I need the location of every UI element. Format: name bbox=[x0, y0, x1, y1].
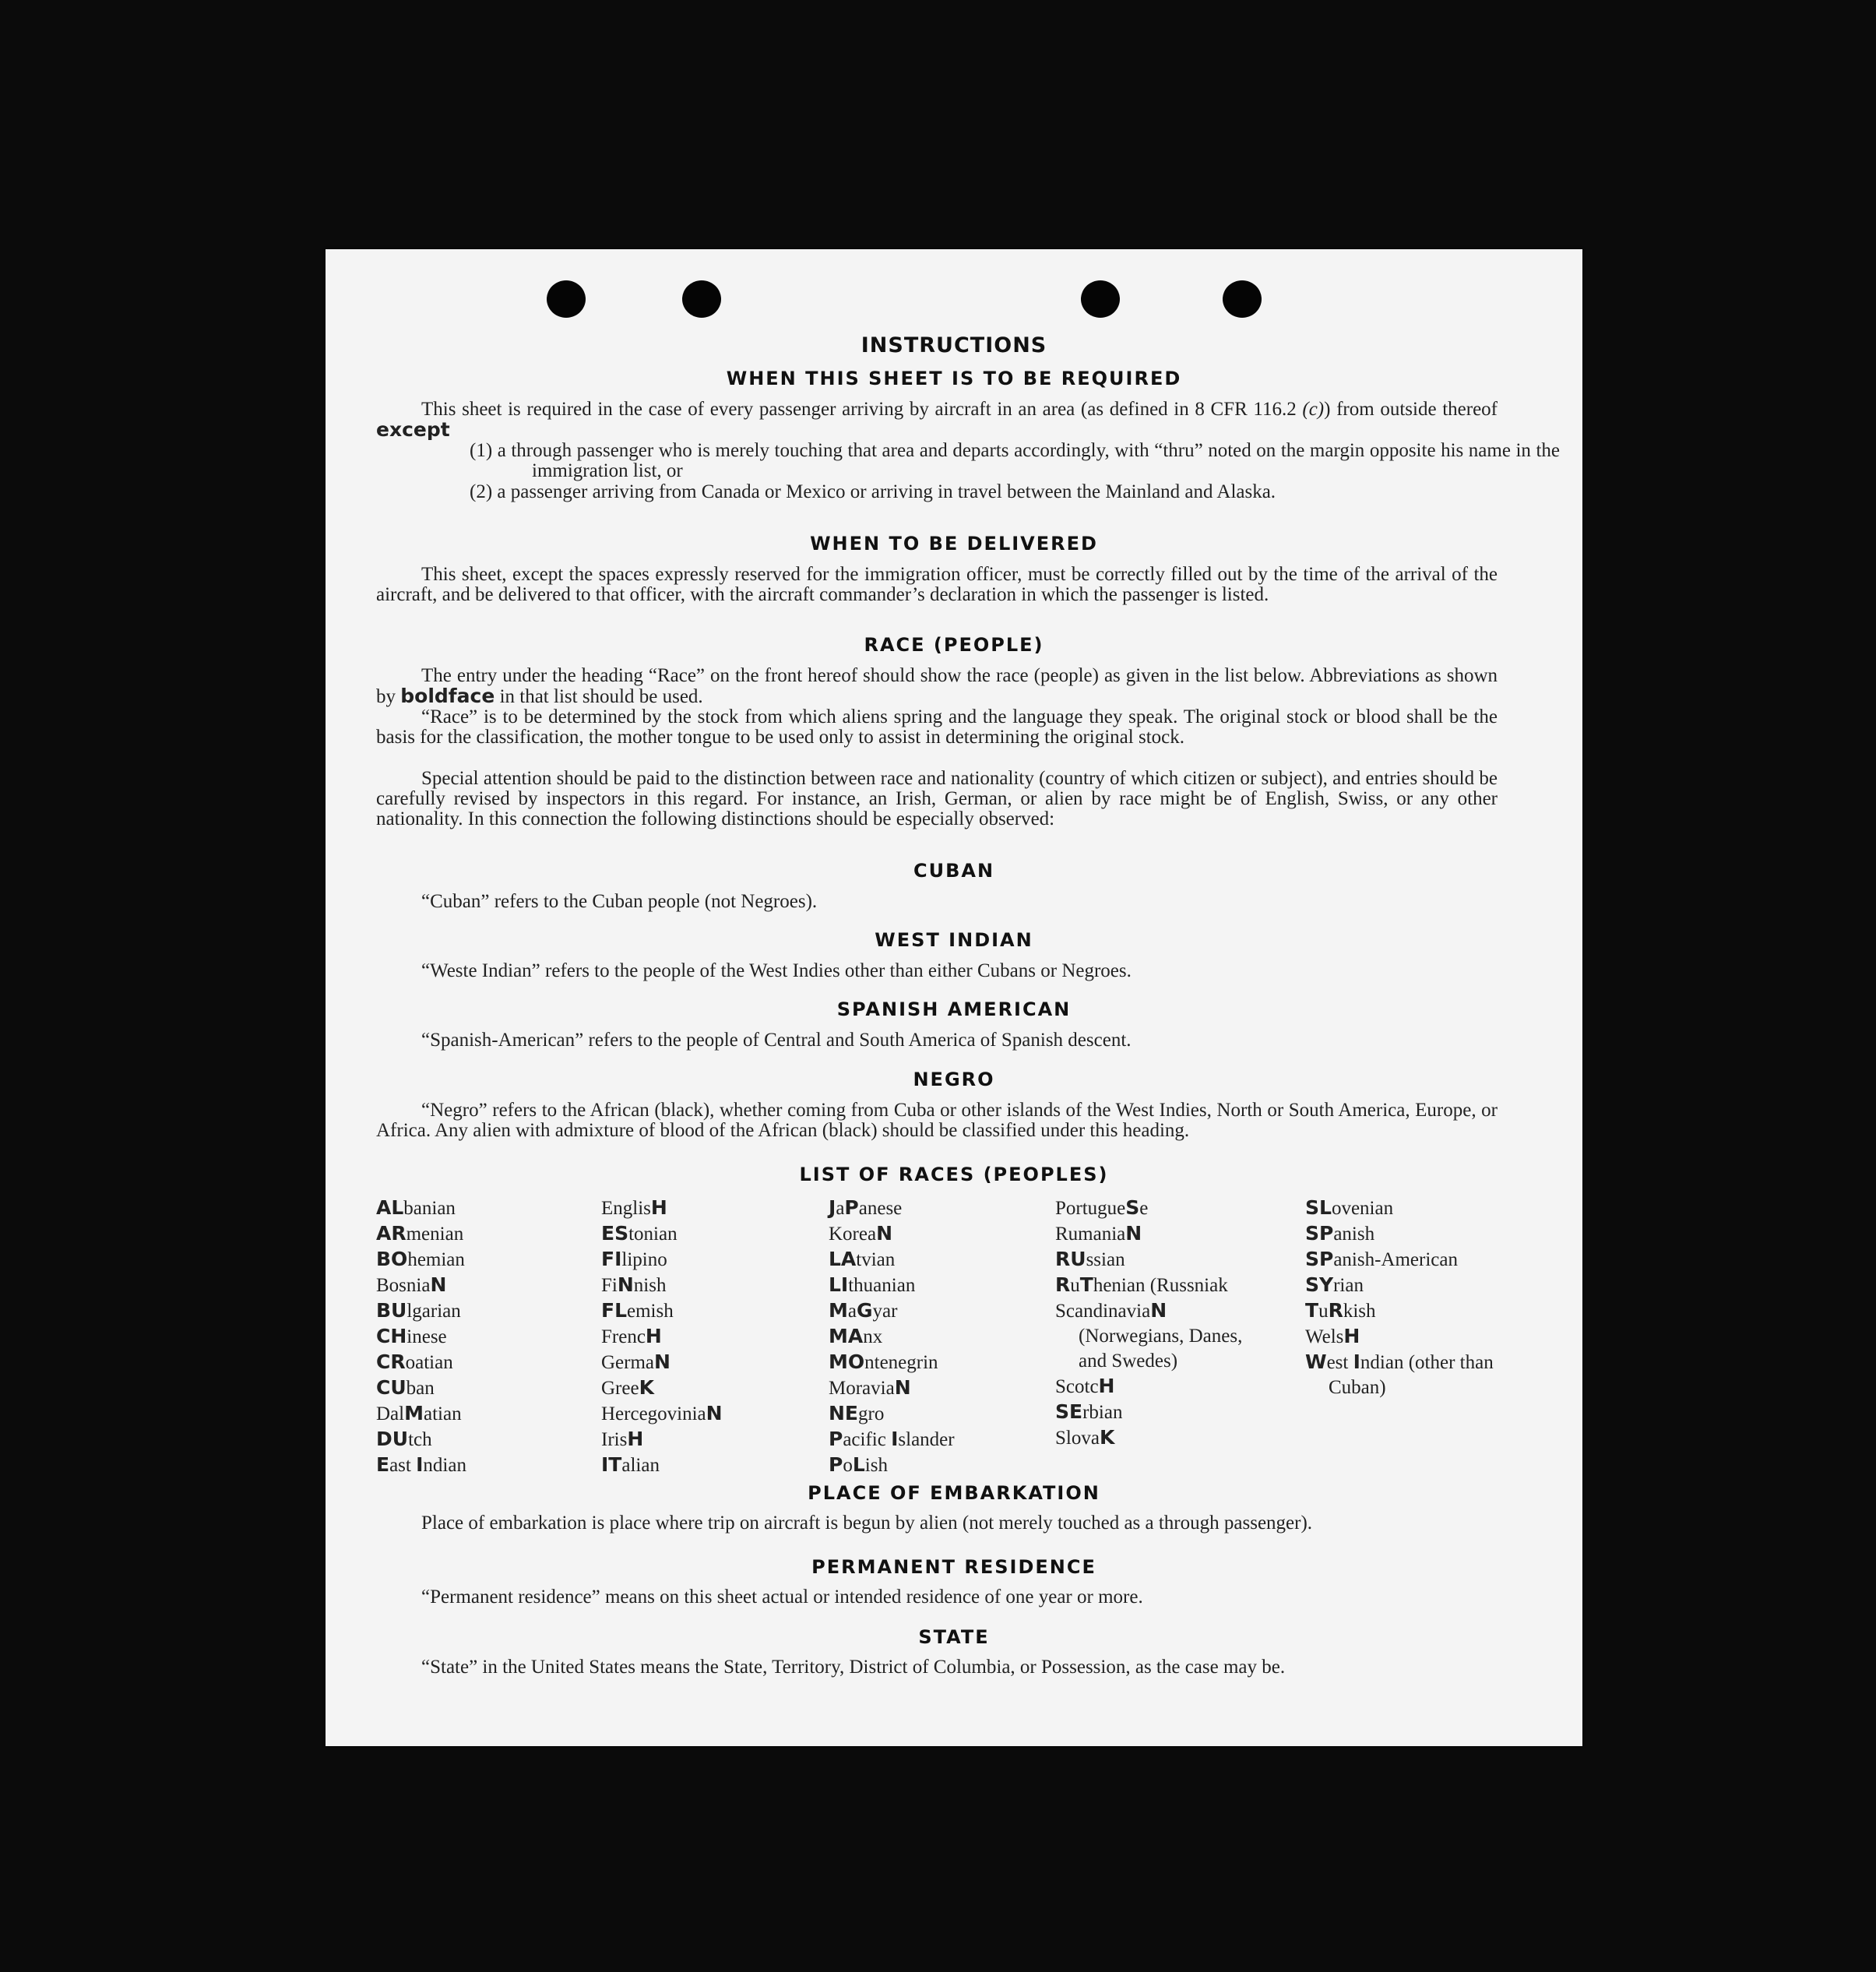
west-indian-paragraph: “Weste Indian” refers to the people of the West Indies other than either Cubans or Negroes. bbox=[421, 960, 1132, 981]
race-entry: MoraviaN bbox=[829, 1376, 911, 1399]
race-entry: MOntenegrin bbox=[829, 1350, 938, 1373]
race-entry: BOhemian bbox=[376, 1248, 465, 1270]
race-entry: EStonian bbox=[601, 1222, 678, 1245]
race-entry: Pacific Islander bbox=[829, 1428, 955, 1450]
race-entry: TuRkish bbox=[1305, 1299, 1376, 1322]
race-entry: ITalian bbox=[601, 1453, 660, 1476]
punch-hole bbox=[1081, 280, 1120, 318]
punch-hole bbox=[682, 280, 721, 318]
embarkation-paragraph: Place of embarkation is place where trip on aircraft is begun by alien (not merely touched as a through passenger). bbox=[421, 1512, 1313, 1534]
section-heading-race: RACE (PEOPLE) bbox=[864, 634, 1044, 656]
race-entry: ALbanian bbox=[376, 1196, 456, 1219]
race-entry: FiNnish bbox=[601, 1273, 667, 1296]
races-column-1 bbox=[376, 1196, 586, 1478]
punch-hole bbox=[547, 280, 586, 318]
race-entry: FIlipino bbox=[601, 1248, 667, 1270]
section-heading-embarkation: PLACE OF EMBARKATION bbox=[808, 1482, 1100, 1504]
race-paragraph-2: “Race” is to be determined by the stock from which aliens spring and the language they speak. The original stock or blood shall be the basis for the classification, the mother tongue to be used only to assist in determining the original stock. bbox=[376, 706, 1498, 748]
section-heading-delivered: WHEN TO BE DELIVERED bbox=[810, 533, 1098, 555]
race-entry: PortugueSe bbox=[1055, 1196, 1149, 1219]
section-heading-negro: NEGRO bbox=[913, 1069, 995, 1090]
section-heading-west-indian: WEST INDIAN bbox=[875, 929, 1033, 951]
races-column-5 bbox=[1305, 1196, 1515, 1400]
race-entry: PoLish bbox=[829, 1453, 888, 1476]
race-entry: BosniaN bbox=[376, 1273, 447, 1296]
race-entry: CUban bbox=[376, 1376, 435, 1399]
delivered-paragraph: This sheet, except the spaces expressly reserved for the immigration officer, must be correctly filled out by the time of the arrival of the aircraft, and be delivered to that officer, with the aircraft commander’s declaration in which the passenger is listed. bbox=[376, 564, 1498, 605]
race-paragraph-1: The entry under the heading “Race” on the front hereof should show the race (people) as given in the list below. Abbreviations as shown by boldface in that list should be used. bbox=[376, 665, 1498, 707]
race-entry: BUlgarian bbox=[376, 1299, 461, 1322]
exception-item-1: (1) a through passenger who is merely touching that area and departs accordingly, with “thru” noted on the margin opposite his name in the immigration list, or bbox=[470, 440, 1560, 481]
races-column-3 bbox=[829, 1196, 1039, 1478]
section-heading-cuban: CUBAN bbox=[913, 860, 995, 882]
race-entry: ScandinaviaN (Norwegians, Danes, and Swedes) bbox=[1055, 1299, 1243, 1372]
cuban-paragraph: “Cuban” refers to the Cuban people (not Negroes). bbox=[421, 891, 818, 912]
race-entry: CHinese bbox=[376, 1325, 447, 1347]
race-entry: CRoatian bbox=[376, 1350, 453, 1373]
race-entry: SLovenian bbox=[1305, 1196, 1394, 1219]
section-heading-spanish-american: SPANISH AMERICAN bbox=[836, 998, 1072, 1020]
page-title: INSTRUCTIONS bbox=[861, 333, 1047, 357]
race-entry: East Indian bbox=[376, 1453, 466, 1476]
race-entry: DUtch bbox=[376, 1428, 432, 1450]
required-paragraph: This sheet is required in the case of every passenger arriving by aircraft in an area (as defined in 8 CFR 116.2 (c)) from outside thereof except bbox=[376, 399, 1498, 441]
state-paragraph: “State” in the United States means the State, Territory, District of Columbia, or Possession, as the case may be. bbox=[421, 1657, 1286, 1678]
race-entry: SlovaK bbox=[1055, 1426, 1115, 1449]
section-heading-residence: PERMANENT RESIDENCE bbox=[811, 1556, 1096, 1578]
race-entry: HercegoviniaN bbox=[601, 1402, 723, 1424]
race-entry: GreeK bbox=[601, 1376, 654, 1399]
race-paragraph-3: Special attention should be paid to the distinction between race and nationality (country of which citizen or subject), and entries should be carefully revised by inspectors in this regard. For instance, an Irish, German, or alien by race might be of English, Swiss, or any other nationality. In this connection the following distinctions should be especially observed: bbox=[376, 768, 1498, 829]
section-heading-races-list: LIST OF RACES (PEOPLES) bbox=[799, 1164, 1109, 1185]
negro-paragraph: “Negro” refers to the African (black), whether coming from Cuba or other islands of the West Indies, North or South America, Europe, or Africa. Any alien with admixture of blood of the African (black) should be classified under this heading. bbox=[376, 1100, 1498, 1141]
race-entry: NEgro bbox=[829, 1402, 885, 1424]
race-entry: LAtvian bbox=[829, 1248, 896, 1270]
instruction-sheet bbox=[326, 249, 1582, 1746]
race-entry: MaGyar bbox=[829, 1299, 898, 1322]
race-entry: SPanish-American bbox=[1305, 1248, 1458, 1270]
spanish-american-paragraph: “Spanish-American” refers to the people of Central and South America of Spanish descent. bbox=[421, 1030, 1132, 1051]
race-entry: RUssian bbox=[1055, 1248, 1125, 1270]
exception-item-2: (2) a passenger arriving from Canada or Mexico or arriving in travel between the Mainland and Alaska. bbox=[470, 481, 1276, 502]
section-heading-required: WHEN THIS SHEET IS TO BE REQUIRED bbox=[726, 368, 1182, 389]
section-heading-state: STATE bbox=[918, 1626, 990, 1648]
race-entry: DalMatian bbox=[376, 1402, 462, 1424]
race-entry: JaPanese bbox=[829, 1196, 903, 1219]
race-entry: EnglisH bbox=[601, 1196, 667, 1219]
race-entry: SErbian bbox=[1055, 1400, 1123, 1423]
race-entry: SYrian bbox=[1305, 1273, 1364, 1296]
race-entry: RumaniaN bbox=[1055, 1222, 1142, 1245]
race-entry: GermaN bbox=[601, 1350, 671, 1373]
races-column-4 bbox=[1055, 1196, 1258, 1451]
race-entry: SPanish bbox=[1305, 1222, 1375, 1245]
race-entry: ARmenian bbox=[376, 1222, 464, 1245]
race-entry: RuThenian (Russniak bbox=[1055, 1273, 1228, 1296]
race-entry: FLemish bbox=[601, 1299, 674, 1322]
punch-hole bbox=[1223, 280, 1262, 318]
race-entry: WelsH bbox=[1305, 1325, 1360, 1347]
races-column-2 bbox=[601, 1196, 811, 1478]
race-entry: KoreaN bbox=[829, 1222, 893, 1245]
residence-paragraph: “Permanent residence” means on this sheet actual or intended residence of one year or more. bbox=[421, 1586, 1143, 1608]
race-entry: IrisH bbox=[601, 1428, 644, 1450]
race-entry: FrencH bbox=[601, 1325, 662, 1347]
race-entry: West Indian (other than Cuban) bbox=[1305, 1350, 1494, 1398]
race-entry: LIthuanian bbox=[829, 1273, 916, 1296]
race-entry: ScotcH bbox=[1055, 1375, 1115, 1397]
race-entry: MAnx bbox=[829, 1325, 883, 1347]
